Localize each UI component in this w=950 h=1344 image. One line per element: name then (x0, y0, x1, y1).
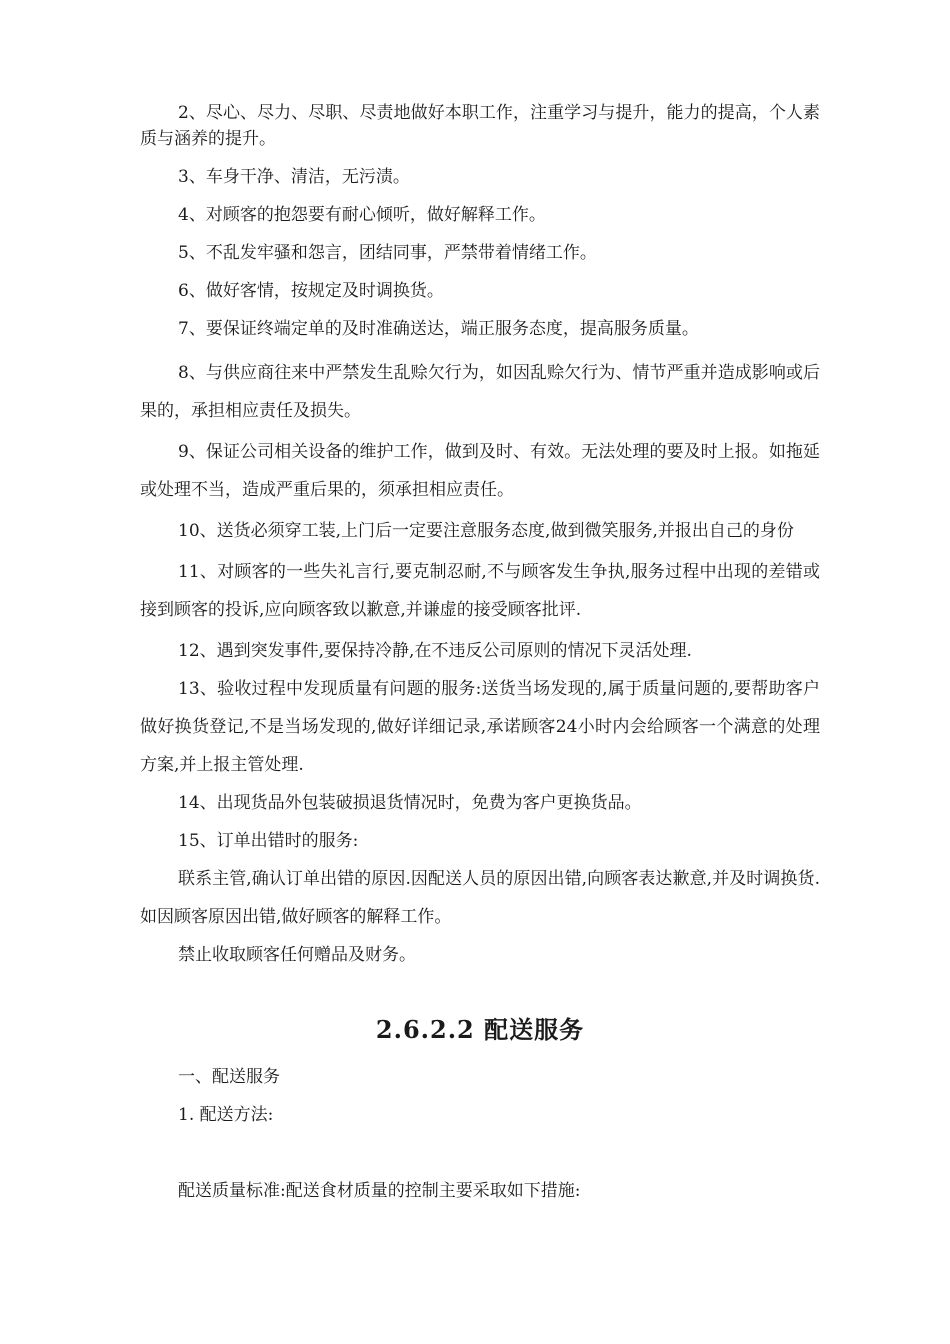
paragraph-item-10: 10、送货必须穿工装,上门后一定要注意服务态度,做到微笑服务,并报出自己的身份 (178, 521, 794, 541)
paragraph-item-15: 15、订单出错时的服务: (178, 831, 359, 851)
paragraph-item-6: 6、做好客情，按规定及时调换货。 (178, 281, 444, 301)
paragraph-item-14: 14、出现货品外包装破损退货情况时，免费为客户更换货品。 (178, 793, 642, 813)
paragraph-item-2: 2、尽心、尽力、尽职、尽责地做好本职工作，注重学习与提升，能力的提高，个人素质与涵养的提升。 (140, 103, 820, 149)
quality-standard-line: 配送质量标准:配送食材质量的控制主要采取如下措施: (178, 1181, 581, 1201)
paragraph-item-13: 13、验收过程中发现质量有问题的服务:送货当场发现的,属于质量问题的,要帮助客户做好换货登记,不是当场发现的,做好详细记录,承诺顾客24小时内会给顾客一个满意的处理方案,并上报主管处理. (140, 679, 820, 775)
document-page (140, 100, 820, 1204)
section-heading: 2.6.2.2 配送服务 (375, 1015, 585, 1044)
paragraph-item-8: 8、与供应商往来中严禁发生乱赊欠行为，如因乱赊欠行为、情节严重并造成影响或后果的，承担相应责任及损失。 (140, 363, 820, 421)
paragraph-item-9: 9、保证公司相关设备的维护工作，做到及时、有效。无法处理的要及时上报。如拖延或处理不当，造成严重后果的，须承担相应责任。 (140, 442, 820, 500)
sub-heading-delivery-service: 一、配送服务 (178, 1067, 280, 1087)
paragraph-item-5: 5、不乱发牢骚和怨言，团结同事，严禁带着情绪工作。 (178, 243, 597, 263)
paragraph-item-4: 4、对顾客的抱怨要有耐心倾听，做好解释工作。 (178, 205, 546, 225)
paragraph-item-3: 3、车身干净、清洁，无污渍。 (178, 167, 410, 187)
paragraph-item-7: 7、要保证终端定单的及时准确送达，端正服务态度，提高服务质量。 (178, 319, 699, 339)
paragraph-order-error: 联系主管,确认订单出错的原因.因配送人员的原因出错,向顾客表达歉意,并及时调换货.如因顾客原因出错,做好顾客的解释工作。 (140, 869, 820, 927)
sub-heading-delivery-method: 1. 配送方法: (178, 1105, 274, 1125)
paragraph-item-12: 12、遇到突发事件,要保持冷静,在不违反公司原则的情况下灵活处理. (178, 641, 692, 661)
paragraph-gift-ban: 禁止收取顾客任何赠品及财务。 (178, 945, 416, 965)
paragraph-item-11: 11、对顾客的一些失礼言行,要克制忍耐,不与顾客发生争执,服务过程中出现的差错或接到顾客的投诉,应向顾客致以歉意,并谦虚的接受顾客批评. (140, 562, 820, 620)
